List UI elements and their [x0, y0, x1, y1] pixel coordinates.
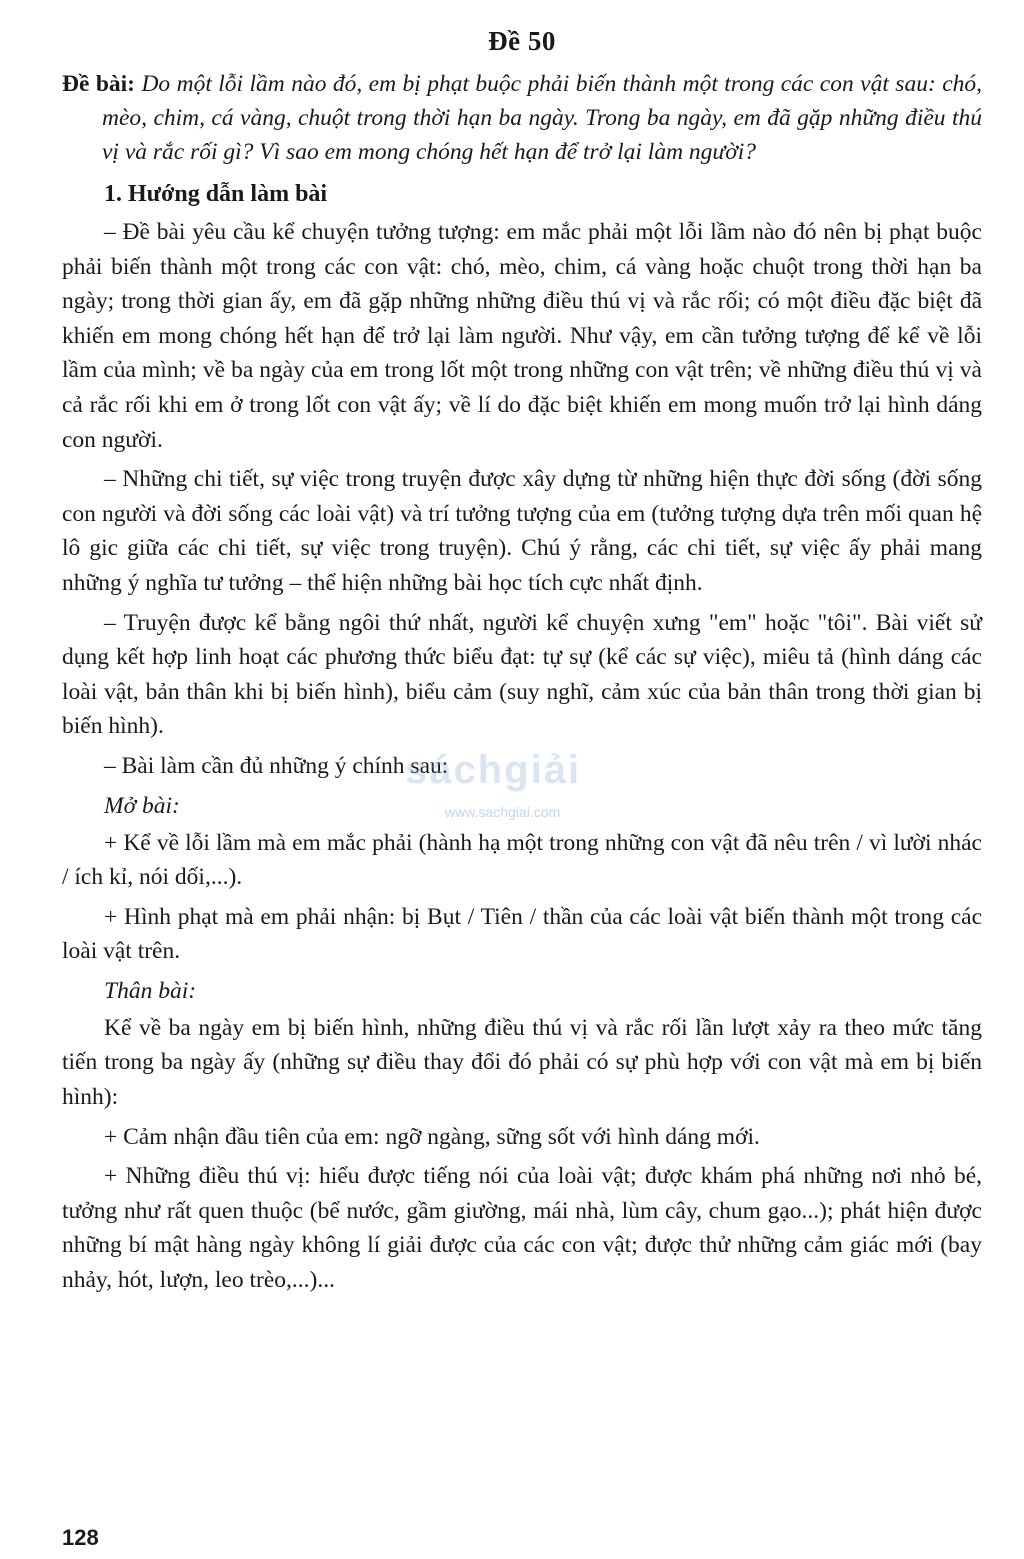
guide-paragraph-2: – Những chi tiết, sự việc trong truyện được xây dựng từ những hiện thực đời sống (đời sống con người và đời sống các loài vật) và trí tưởng tượng của em (tưởng tượng dựa trên mối quan hệ lô gic giữa các chi tiết, sự việc trong truyện). Chú ý rằng, các chi tiết, sự việc ấy phải mang những ý nghĩa tư tưởng – thể hiện những bài học tích cực nhất định.: [62, 466, 982, 596]
than-bai-item-1: + Cảm nhận đầu tiên của em: ngỡ ngàng, sững sốt với hình dáng mới.: [104, 1123, 760, 1150]
guide-paragraph-4: – Bài làm cần đủ những ý chính sau:: [104, 752, 449, 779]
mo-bai-item-2: + Hình phạt mà em phải nhận: bị Bụt / Tiên / thần của các loài vật biến thành một trong các loài vật trên.: [62, 903, 982, 965]
assignment-text: Do một lỗi lầm nào đó, em bị phạt buộc phải biến thành một trong các con vật sau: chó, mèo, chim, cá vàng, chuột trong thời hạn ba ngày. Trong ba ngày, em đã gặp những điều thú vị và rắc rối gì? Vì sao em mong chóng hết hạn để trở lại làm người?: [102, 71, 983, 165]
than-bai-item-2: + Những điều thú vị: hiểu được tiếng nói của loài vật; được khám phá những nơi nhỏ bé, tưởng như rất quen thuộc (bể nước, gầm giường, mái nhà, lùm cây, chum gạo...); phát hiện được những bí mật hàng ngày không lí giải được của các con vật; được thử những cảm giác mới (bay nhảy, hót, lượn, leo trèo,...)...: [62, 1163, 982, 1294]
than-bai-intro: Kể về ba ngày em bị biến hình, những điều thú vị và rắc rối lần lượt xảy ra theo mức tăng tiến trong ba ngày ấy (những sự điều thay đổi đó phải có sự phù hợp với con vật mà em bị biến hình):: [62, 1014, 982, 1111]
section-heading: 1. Hướng dẫn làm bài: [104, 181, 328, 207]
watermark-url: www.sachgiai.com: [445, 804, 561, 820]
document-page: [62, 18, 982, 1303]
than-bai-heading: Thân bài:: [104, 977, 197, 1004]
mo-bai-item-1: + Kể về lỗi lầm mà em mắc phải (hành hạ một trong những con vật đã nêu trên / vì lười nhác / ích kỉ, nói dối,...).: [62, 829, 982, 891]
guide-paragraph-1: – Đề bài yêu cầu kể chuyện tưởng tượng: em mắc phải một lỗi lầm nào đó nên bị phạt buộc phải biến thành một trong các con vật: chó, mèo, chim, cá vàng hoặc chuột trong thời hạn ba ngày; trong thời gian ấy, em đã gặp những những điều thú vị và rắc rối; có một điều đặc biệt đã khiến em mong chóng hết hạn để trở lại làm người. Như vậy, em cần tưởng tượng để kể về lỗi lầm của mình; về ba ngày của em trong lốt một trong những con vật trên; về những điều thú vị và cả rắc rối khi em ở trong lốt con vật ấy; về lí do đặc biệt khiến em mong muốn trở lại hình dáng con người.: [62, 219, 982, 453]
assignment-prompt: [62, 67, 982, 169]
assignment-label: Đề bài:: [62, 71, 136, 97]
watermark-text: sáchgiải: [405, 748, 582, 792]
guide-paragraph-3: – Truyện được kể bằng ngôi thứ nhất, người kể chuyện xưng "em" hoặc "tôi". Bài viết sử dụng kết hợp linh hoạt các phương thức biểu đạt: tự sự (kể các sự việc), miêu tả (hình dáng các loài vật, bản thân khi bị biến hình), biểu cảm (suy nghĩ, cảm xúc của bản thân trong thời gian bị biến hình).: [62, 609, 982, 740]
page-title: Đề 50: [488, 26, 556, 56]
page-number: 128: [62, 1525, 99, 1550]
mo-bai-heading: Mở bài:: [104, 792, 180, 819]
